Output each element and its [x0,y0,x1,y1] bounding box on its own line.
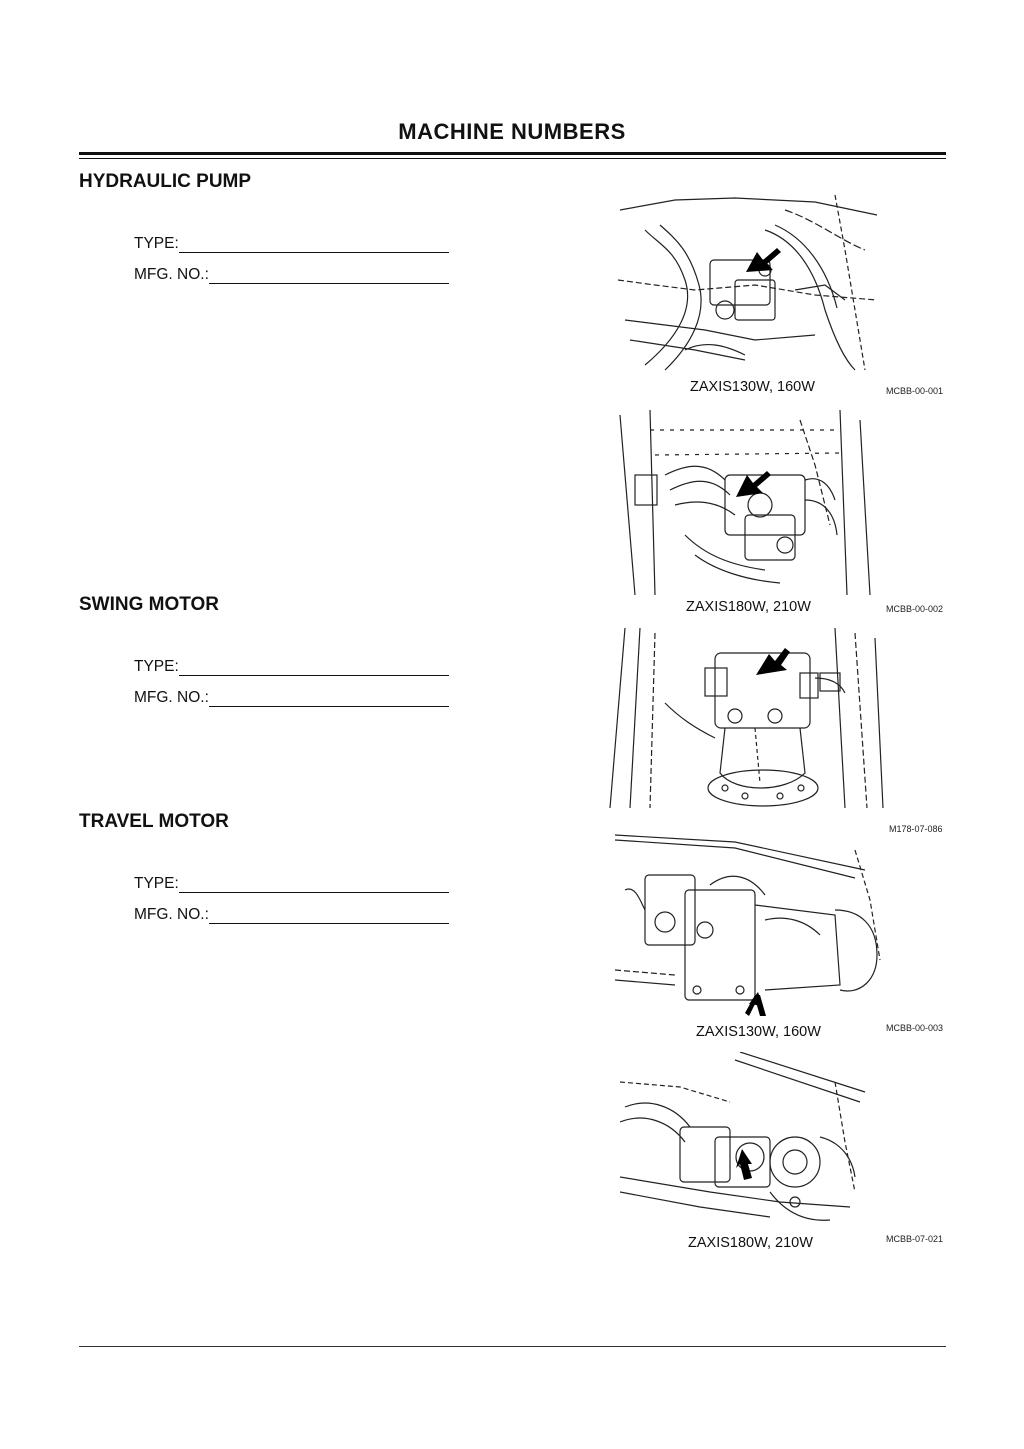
figure-code: MCBB-00-002 [886,604,944,614]
type-blank-line [179,238,449,253]
travel-motor-type-field [134,875,449,893]
section-heading-travel-motor: TRAVEL MOTOR [79,811,229,832]
footer-rule [79,1346,946,1347]
mfg-label: MFG. NO.: [134,689,209,706]
figure-hydraulic-pump-130w [615,190,880,375]
mfg-blank-line [209,692,449,707]
mfg-label: MFG. NO.: [134,906,209,923]
mfg-label: MFG. NO.: [134,266,209,283]
section-heading-hydraulic-pump: HYDRAULIC PUMP [79,171,252,192]
figure-travel-motor-130w [615,830,885,1020]
page-title: MACHINE NUMBERS [398,119,626,144]
mfg-blank-line [209,909,449,924]
header-rule-thick [79,152,946,155]
hydraulic-pump-type-field [134,235,449,253]
figure-code: M178-07-086 [889,824,943,834]
swing-motor-type-field [134,658,449,676]
type-label: TYPE: [134,658,179,675]
figure-swing-motor [605,628,885,813]
figure-code: MCBB-07-021 [886,1234,944,1244]
type-label: TYPE: [134,875,179,892]
mfg-blank-line [209,269,449,284]
section-heading-swing-motor: SWING MOTOR [79,594,220,615]
figure-caption: ZAXIS180W, 210W [688,1235,813,1251]
header-rule-thin [79,158,946,159]
figure-code: MCBB-00-001 [886,386,944,396]
hydraulic-pump-mfg-field [134,266,449,284]
figure-caption: ZAXIS130W, 160W [696,1024,821,1040]
figure-caption: ZAXIS130W, 160W [690,379,815,395]
figure-travel-motor-180w [620,1052,868,1232]
type-label: TYPE: [134,235,179,252]
figure-hydraulic-pump-180w [615,405,880,595]
type-blank-line [179,878,449,893]
swing-motor-mfg-field [134,689,449,707]
type-blank-line [179,661,449,676]
travel-motor-mfg-field [134,906,449,924]
figure-code: MCBB-00-003 [886,1023,944,1033]
figure-caption: ZAXIS180W, 210W [686,599,811,615]
